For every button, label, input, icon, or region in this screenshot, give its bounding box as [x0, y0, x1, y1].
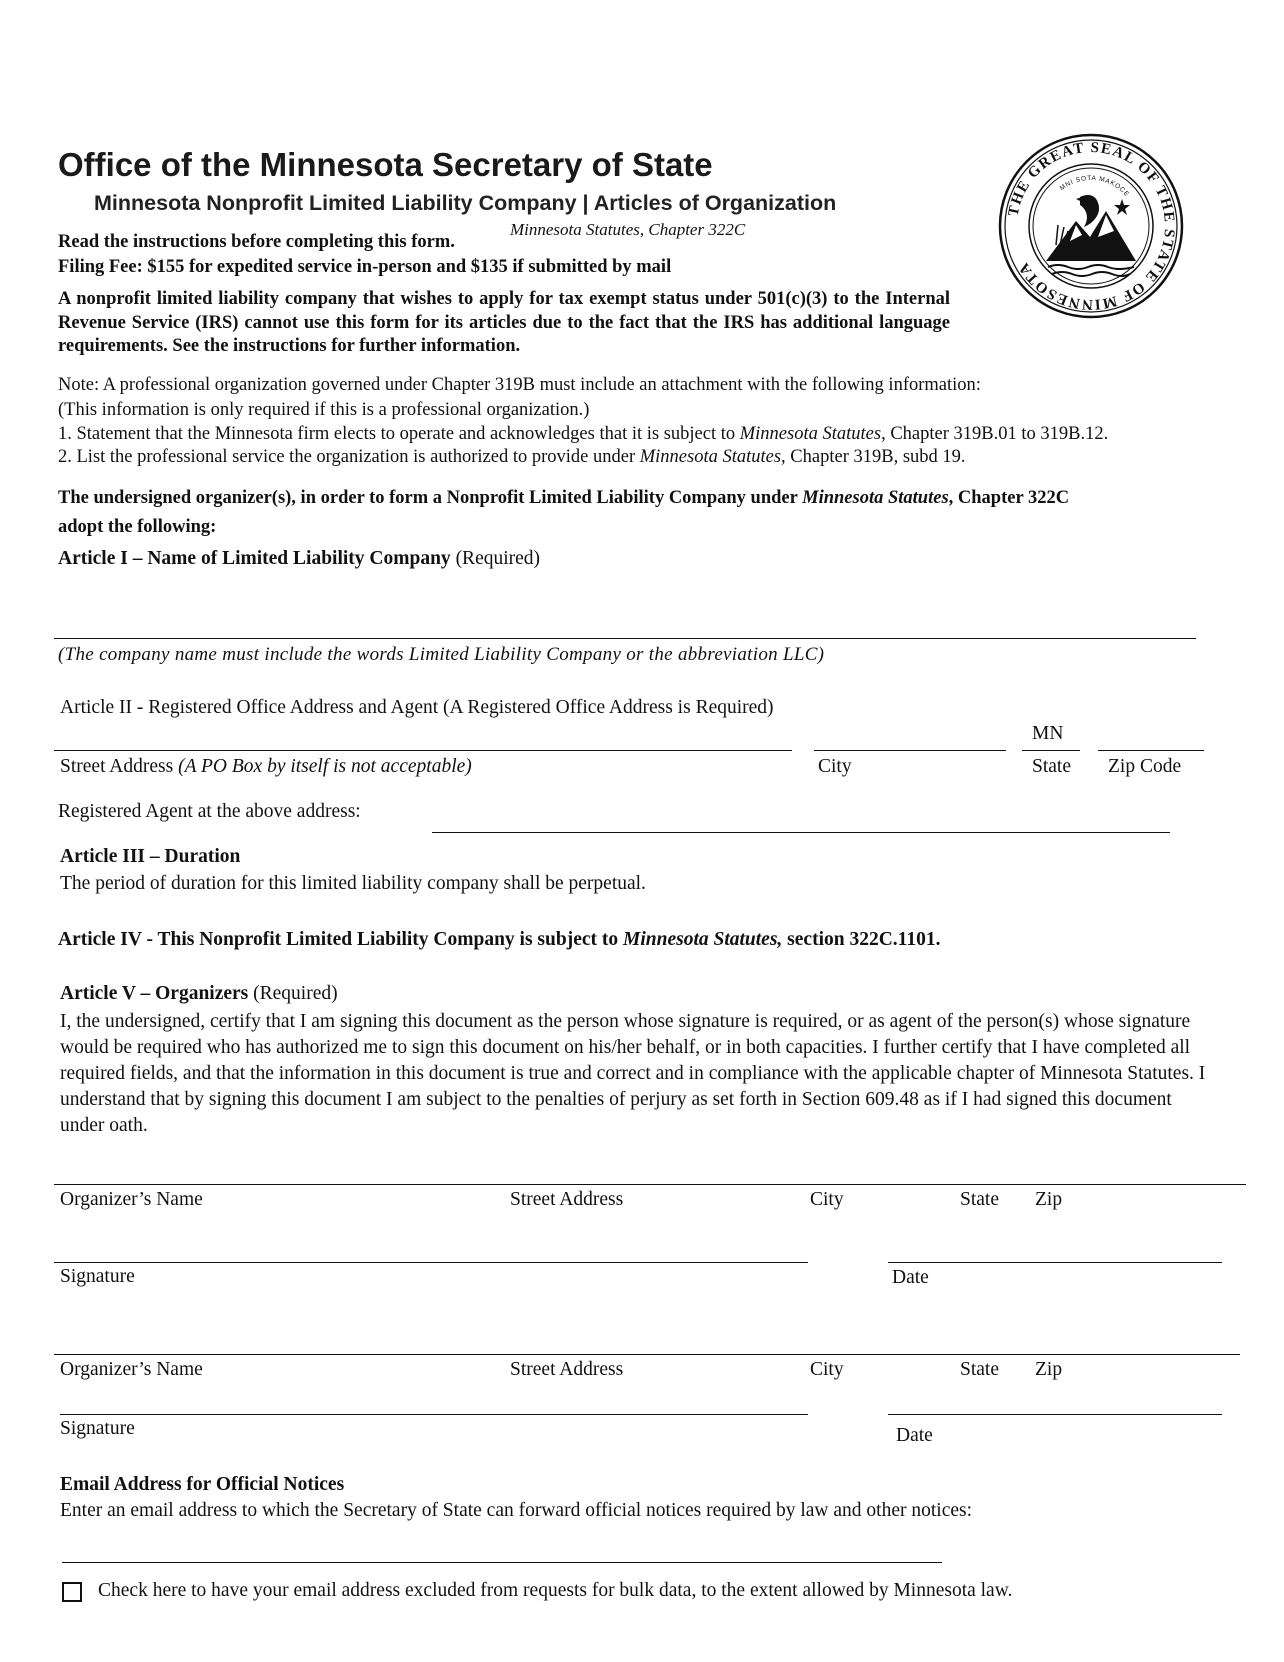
undersigned-ital: Minnesota Statutes — [802, 488, 949, 508]
email-instruction: Enter an email address to which the Secretary of State can forward official notices required by law and other notices: — [60, 1500, 973, 1521]
street-address-label — [60, 756, 472, 778]
street-address-field[interactable] — [54, 750, 792, 751]
organizer-1-city-label: City — [810, 1189, 844, 1210]
street-address-note: (A PO Box by itself is not acceptable) — [178, 756, 472, 777]
form-title: Minnesota Nonprofit Limited Liability Company | Articles of Organization — [94, 191, 837, 215]
state-label: State — [1032, 756, 1071, 777]
zip-code-label: Zip Code — [1108, 756, 1182, 777]
undersigned-pre: The undersigned organizer(s), in order to form a Nonprofit Limited Liability Company under — [58, 488, 803, 508]
state-prefilled-value: MN — [1032, 723, 1064, 744]
article-1-required: (Required) — [455, 548, 541, 569]
organizer-1-info-field[interactable] — [54, 1184, 1246, 1185]
company-name-field[interactable] — [54, 638, 1196, 639]
street-address-label-text: Street Address — [60, 756, 174, 777]
note-item-1-ital: Minnesota Statutes — [739, 424, 882, 444]
note-item-1 — [58, 424, 1108, 445]
svg-text:MNI SOTA MAKOCE — [1059, 175, 1131, 198]
note-item-2 — [58, 447, 966, 468]
organizer-2-city-label: City — [810, 1359, 844, 1380]
tax-exempt-notice: A nonprofit limited liability company that wishes to apply for tax exempt status under 501(c)(3) to the Internal Revenue Service (IRS) cannot use this form for its articles due to the fact that the IRS has additional language requirements. See the instructions for further information. — [58, 289, 950, 356]
undersigned-statement — [58, 488, 1069, 509]
office-title: Office of the Minnesota Secretary of State — [58, 146, 713, 183]
zip-field[interactable] — [1098, 750, 1204, 751]
city-label: City — [818, 756, 852, 777]
organizer-1-signature-label: Signature — [60, 1266, 135, 1287]
seal-inner-text: MNI SOTA MAKOCE — [1058, 174, 1131, 199]
article-4-statement — [58, 929, 940, 951]
organizer-1-state-label: State — [960, 1189, 999, 1210]
article-5-heading — [60, 983, 338, 1005]
article-3-text: The period of duration for this limited liability company shall be perpetual. — [60, 873, 646, 894]
article-2-heading: Article II - Registered Office Address and Agent (A Registered Office Address is Required) — [60, 697, 774, 718]
seal-graphic — [998, 133, 1184, 319]
filing-fee: Filing Fee: $155 for expedited service in-person and $135 if submitted by mail — [58, 257, 672, 277]
article-4-ital: Minnesota Statutes, — [623, 929, 783, 950]
article-5-required: (Required) — [253, 983, 338, 1004]
article-3-heading: Article III – Duration — [60, 846, 241, 867]
organizer-2-street-label: Street Address — [510, 1359, 624, 1380]
organizer-2-signature-field[interactable] — [60, 1414, 808, 1415]
organizer-2-date-label: Date — [896, 1425, 933, 1446]
city-field[interactable] — [814, 750, 1006, 751]
article-5-title: Article V – Organizers — [60, 983, 249, 1004]
organizer-1-name-label: Organizer’s Name — [60, 1189, 203, 1210]
organizer-1-date-label: Date — [892, 1267, 929, 1288]
seal-outer-text: THE GREAT SEAL OF THE STATE OF MINNESOTA — [1005, 139, 1178, 313]
note-line-1: Note: A professional organization governed under Chapter 319B must include an attachment with the following information: — [58, 375, 981, 395]
note-line-2: (This information is only required if this is a professional organization.) — [58, 400, 590, 420]
organizer-2-date-field[interactable] — [888, 1414, 1222, 1415]
bulk-data-opt-out-checkbox[interactable] — [62, 1582, 82, 1602]
organizer-1-date-field[interactable] — [888, 1262, 1222, 1263]
email-heading: Email Address for Official Notices — [60, 1474, 345, 1495]
article-4-post: section 322C.1101. — [782, 929, 941, 950]
read-instructions: Read the instructions before completing this form. — [58, 232, 455, 252]
organizer-2-name-label: Organizer’s Name — [60, 1359, 203, 1380]
undersigned-post: , Chapter 322C — [948, 488, 1070, 508]
organizer-2-state-label: State — [960, 1359, 999, 1380]
article-1-title: Article I – Name of Limited Liability Company — [58, 548, 451, 569]
note-item-2-pre: 2. List the professional service the organization is authorized to provide under — [58, 447, 640, 467]
organizer-2-signature-label: Signature — [60, 1418, 135, 1439]
state-seal — [998, 133, 1184, 319]
organizer-2-info-field[interactable] — [54, 1354, 1240, 1355]
organizer-2-zip-label: Zip — [1035, 1359, 1063, 1380]
company-name-hint: (The company name must include the words Limited Liability Company or the abbreviation LLC) — [58, 644, 825, 665]
registered-agent-field[interactable] — [432, 832, 1170, 833]
email-address-field[interactable] — [62, 1562, 942, 1563]
organizer-1-zip-label: Zip — [1035, 1189, 1063, 1210]
article-1-heading — [58, 548, 540, 570]
organizer-1-street-label: Street Address — [510, 1189, 624, 1210]
article-5-certification: I, the undersigned, certify that I am signing this document as the person whose signature is required, or as agent of the person(s) whose signature would be required who has authorized me to sign this document on his/her behalf, or in both capacities. I further certify that I have completed all required fields, and that the information in this document is true and correct and in compliance with the applicable chapter of Minnesota Statutes. I understand that by signing this document I am subject to the penalties of perjury as set forth in Section 609.48 as if I had signed this document under oath. — [60, 1011, 1206, 1136]
registered-agent-label: Registered Agent at the above address: — [58, 801, 361, 822]
bulk-data-opt-out-label: Check here to have your email address excluded from requests for bulk data, to the extent allowed by Minnesota law. — [98, 1580, 1013, 1601]
note-item-2-ital: Minnesota Statutes — [639, 447, 782, 467]
undersigned-line-2: adopt the following: — [58, 517, 217, 537]
svg-text:THE GREAT SEAL OF THE STATE OF — [1006, 140, 1178, 312]
note-item-2-post: , Chapter 319B, subd 19. — [781, 447, 966, 467]
note-item-1-post: , Chapter 319B.01 to 319B.12. — [881, 424, 1109, 444]
state-field[interactable] — [1022, 750, 1080, 751]
statute-reference: Minnesota Statutes, Chapter 322C — [510, 220, 746, 239]
organizer-1-signature-field[interactable] — [54, 1262, 808, 1263]
note-item-1-pre: 1. Statement that the Minnesota firm elects to operate and acknowledges that it is subject to — [58, 424, 740, 444]
article-4-pre: Article IV - This Nonprofit Limited Liability Company is subject to — [58, 929, 623, 950]
